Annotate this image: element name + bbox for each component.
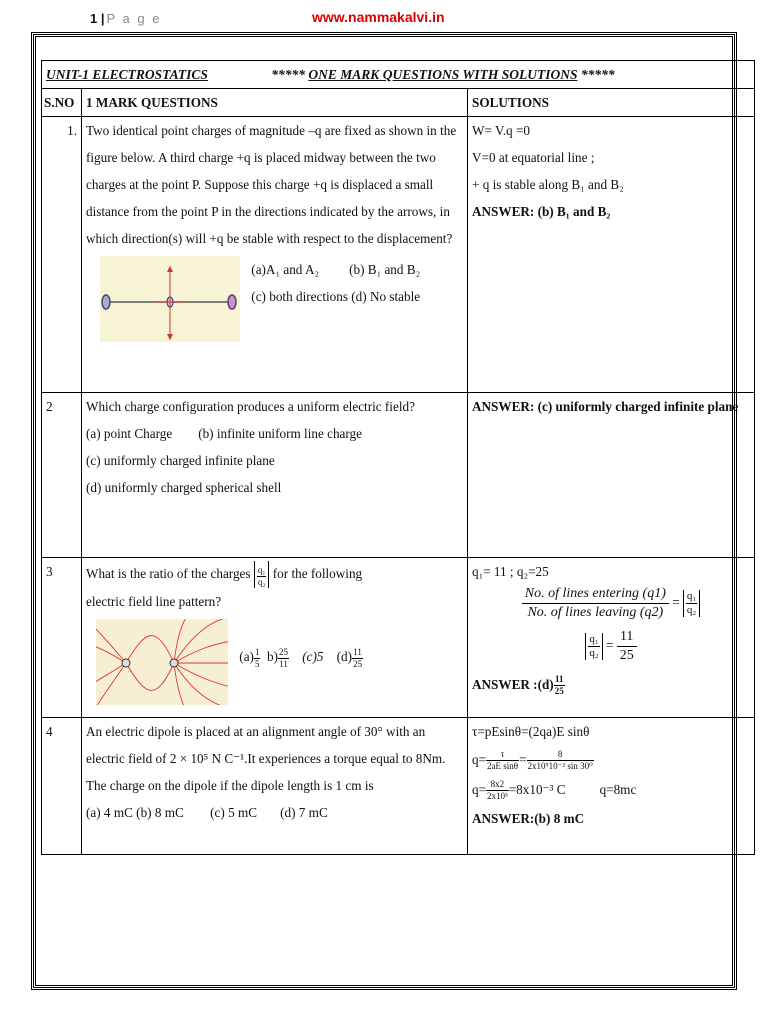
solution-4 bbox=[468, 718, 755, 855]
q1-answer: ANSWER: (b) B₁ and B₂ bbox=[472, 204, 611, 219]
q2-opt-a: (a) point Charge bbox=[86, 426, 173, 441]
q3-text-line2: electric field line pattern? bbox=[86, 594, 222, 610]
question-2-text: Which charge configuration produces a uniform electric field? bbox=[86, 399, 415, 414]
title-cell bbox=[42, 61, 755, 89]
q3-sol-1: q₁= 11 ; q₂=25 bbox=[472, 564, 549, 579]
q4-sol2-d2: 2x10⁵10⁻² sin 30⁰ bbox=[527, 761, 593, 772]
page-number-value: 1 bbox=[90, 11, 98, 26]
q3-sol-ratio bbox=[472, 585, 750, 622]
q4-sol-1: τ=pEsinθ=(2qa)E sinθ bbox=[472, 724, 590, 739]
q4-options: (a) 4 mC (b) 8 mC (c) 5 mC (d) 7 mC bbox=[86, 805, 328, 820]
q3-opt-d-label: (d) bbox=[336, 649, 353, 665]
unit-title: UNIT-1 ELECTROSTATICS bbox=[46, 67, 208, 82]
q3-ratio-num: q₁ bbox=[257, 564, 266, 575]
q3-sol-q1: q₁ bbox=[686, 590, 697, 602]
q3-sol-q2: q₂ bbox=[686, 604, 697, 616]
q4-sol3-post: =8x10⁻³ C bbox=[508, 782, 566, 797]
field-lines-figure-svg bbox=[96, 619, 228, 705]
q3-res-den: 25 bbox=[619, 648, 634, 663]
page-header bbox=[0, 9, 768, 29]
question-row-4 bbox=[42, 718, 755, 855]
header-row bbox=[42, 89, 755, 117]
q3-ratio-den: q₂ bbox=[257, 576, 266, 587]
q3-opt-b-num: 25 bbox=[279, 646, 289, 657]
q4-sol2-d1: 2aE sinθ bbox=[487, 761, 519, 772]
question-row-3 bbox=[42, 558, 755, 718]
q1-sol-3: + q is stable along B₁ and B₂ bbox=[472, 177, 624, 192]
question-4 bbox=[82, 718, 468, 855]
q3-res-q1: q₁ bbox=[589, 633, 599, 645]
col-questions: 1 MARK QUESTIONS bbox=[82, 89, 468, 117]
q3-sol-den: No. of lines leaving (q2) bbox=[527, 605, 664, 620]
q4-sol3-pre: q= bbox=[472, 782, 487, 797]
q3-answer bbox=[472, 671, 750, 698]
q3-opt-a-num: 1 bbox=[254, 646, 260, 657]
field-lines-figure bbox=[96, 619, 228, 705]
q3-answer-num: 11 bbox=[554, 674, 564, 685]
q3-sol-eq: = bbox=[672, 594, 680, 610]
q3-text-pre: What is the ratio of the charges bbox=[86, 566, 251, 581]
q3-opt-b-den: 11 bbox=[279, 658, 288, 669]
q3-opt-b-label: b) bbox=[267, 649, 279, 665]
q1-opt-cd: (c) both directions (d) No stable bbox=[251, 289, 421, 304]
q2-answer: ANSWER: (c) uniformly charged infinite plane bbox=[472, 399, 739, 414]
question-1-text: Two identical point charges of magnitude –q are fixed as shown in the figure below. A third charge +q is placed midway between the two charges at the point P. Suppose this charge +q is displaced a small distance from the point P in the directions indicated by the arrows, in which direction(s) will +q be stable with respect to the displacement? bbox=[86, 123, 457, 246]
q1-options bbox=[251, 256, 420, 310]
q2-opt-b: (b) infinite uniform line charge bbox=[198, 426, 363, 441]
q1-sol-2: V=0 at equatorial line ; bbox=[472, 150, 595, 165]
q3-answer-label: ANSWER :(d) bbox=[472, 677, 554, 692]
q4-sol3-n: 8x2 bbox=[486, 779, 509, 791]
q1-opt-b: (b) B₁ and B₂ bbox=[349, 262, 421, 277]
questions-table bbox=[41, 60, 755, 855]
section-title: ONE MARK QUESTIONS WITH SOLUTIONS bbox=[308, 67, 578, 82]
question-row-1 bbox=[42, 117, 755, 393]
q4-sol2-pre: q= bbox=[472, 752, 487, 767]
sno-3: 3 bbox=[42, 558, 82, 718]
solution-2 bbox=[468, 393, 755, 558]
q3-opt-a-label: (a) bbox=[239, 649, 254, 665]
q4-sol-2 bbox=[472, 745, 750, 775]
question-3 bbox=[82, 558, 468, 718]
charges-figure-svg bbox=[100, 256, 240, 342]
q3-opt-a-den: 5 bbox=[254, 658, 260, 669]
solution-1 bbox=[468, 117, 755, 393]
q4-sol2-n1: τ bbox=[486, 749, 519, 761]
q2-opt-c: (c) uniformly charged infinite plane bbox=[86, 453, 275, 468]
q4-answer: ANSWER:(b) 8 mC bbox=[472, 811, 585, 826]
title-row bbox=[42, 61, 755, 89]
question-4-text: An electric dipole is placed at an alignment angle of 30° with an electric field of 2 × 10⁵ N C⁻¹.It experiences a torque equal to 8Nm. The charge on the dipole if the dipole length is 1 cm is bbox=[86, 724, 446, 793]
q4-sol3-d: 2x10³ bbox=[487, 791, 508, 802]
question-2 bbox=[82, 393, 468, 558]
q3-sol-result bbox=[472, 628, 750, 665]
q3-opt-d-num: 11 bbox=[353, 646, 362, 657]
sno-4: 4 bbox=[42, 718, 82, 855]
charges-figure bbox=[100, 256, 240, 342]
sno-1: 1. bbox=[42, 117, 82, 393]
q3-answer-den: 25 bbox=[554, 686, 564, 697]
q3-options bbox=[239, 643, 363, 670]
site-link[interactable]: www.nammakalvi.in bbox=[312, 9, 445, 25]
page-word: P a g e bbox=[106, 11, 162, 26]
question-row-2 bbox=[42, 393, 755, 558]
q4-sol3-right: q=8mc bbox=[599, 782, 637, 797]
q1-opt-a: (a)A₁ and A₂ bbox=[251, 262, 320, 277]
q4-sol2-n2: 8 bbox=[527, 749, 594, 761]
q3-opt-d-den: 25 bbox=[353, 658, 363, 669]
q3-res-q2: q₂ bbox=[589, 647, 599, 659]
q2-opt-d: (d) uniformly charged spherical shell bbox=[86, 480, 282, 495]
q4-sol-3 bbox=[472, 775, 750, 805]
stars-right: ***** bbox=[580, 67, 615, 82]
q1-sol-1: W= V.q =0 bbox=[472, 123, 530, 138]
q3-ratio bbox=[254, 561, 270, 588]
sno-2: 2 bbox=[42, 393, 82, 558]
solution-3 bbox=[468, 558, 755, 718]
q3-opt-c: (c)5 bbox=[302, 649, 324, 665]
question-1 bbox=[82, 117, 468, 393]
col-sno: S.NO bbox=[42, 89, 82, 117]
col-solutions: SOLUTIONS bbox=[468, 89, 755, 117]
q3-res-eq: = bbox=[605, 637, 614, 653]
q4-sol2-eq: = bbox=[519, 752, 527, 767]
q3-res-num: 11 bbox=[617, 628, 637, 647]
q3-sol-num: No. of lines entering (q1) bbox=[522, 585, 669, 604]
q3-text-post: for the following bbox=[272, 566, 363, 581]
page-number: 1 | P a g e bbox=[90, 11, 162, 26]
stars-left: ***** bbox=[271, 67, 306, 82]
